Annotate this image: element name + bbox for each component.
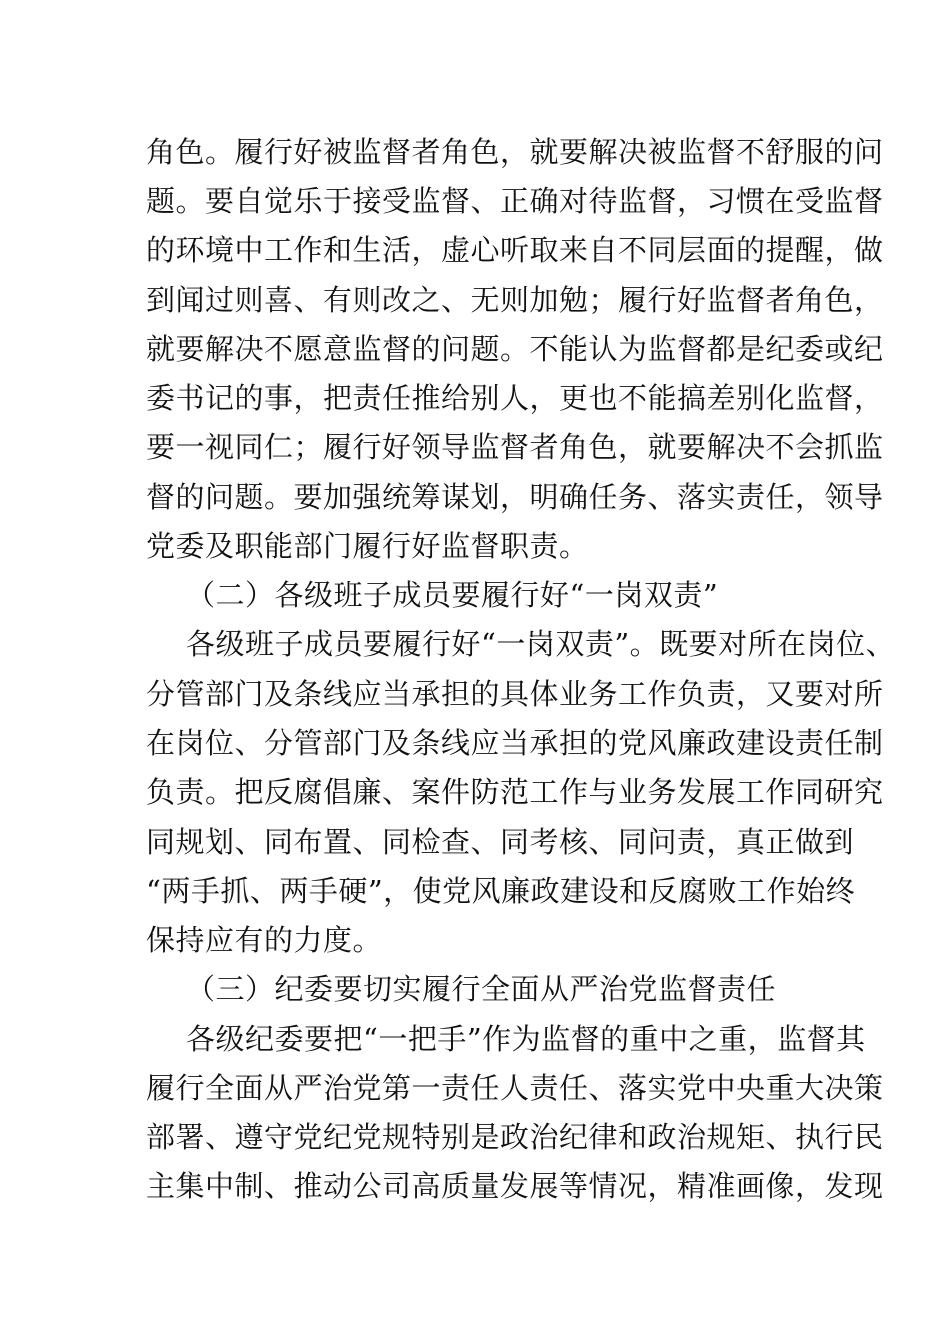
body-text-line: 就要解决不愿意监督的问题。不能认为监督都是纪委或纪 — [146, 332, 884, 366]
body-text-line: 主集中制、推动公司高质量发展等情况，精准画像，发现 — [146, 1169, 884, 1203]
body-text-line: 角色。履行好被监督者角色，就要解决被监督不舒服的问 — [146, 135, 884, 169]
body-text-line: 在岗位、分管部门及条线应当承担的党风廉政建设责任制 — [146, 726, 884, 760]
section-heading: （三）纪委要切实履行全面从严治党监督责任 — [186, 972, 777, 1006]
body-text-line: 同规划、同布置、同检查、同考核、同问责，真正做到 — [146, 825, 855, 859]
body-text-line: 部署、遵守党纪党规特别是政治纪律和政治规矩、执行民 — [146, 1120, 884, 1154]
body-text-line: 题。要自觉乐于接受监督、正确对待监督，习惯在受监督 — [146, 184, 884, 218]
body-text-line: 要一视同仁；履行好领导监督者角色，就要解决不会抓监 — [146, 430, 884, 464]
paragraph-first-line: 各级班子成员要履行好“一岗双责”。既要对所在岗位、 — [186, 627, 896, 661]
body-text-line: 保持应有的力度。 — [146, 923, 383, 957]
body-text-line: “两手抓、两手硬”，使党风廉政建设和反腐败工作始终 — [146, 874, 856, 908]
body-text-line: 的环境中工作和生活，虚心听取来自不同层面的提醒，做 — [146, 233, 884, 267]
body-text-line: 负责。把反腐倡廉、案件防范工作与业务发展工作同研究 — [146, 775, 884, 809]
body-text-line: 到闻过则喜、有则改之、无则加勉；履行好监督者角色， — [146, 283, 884, 317]
body-text-line: 履行全面从严治党第一责任人责任、落实党中央重大决策 — [146, 1071, 884, 1105]
body-text-line: 委书记的事，把责任推给别人，更也不能搞差别化监督， — [146, 381, 884, 415]
body-text-line: 督的问题。要加强统筹谋划，明确任务、落实责任，领导 — [146, 480, 884, 514]
paragraph-first-line: 各级纪委要把“一把手”作为监督的重中之重，监督其 — [186, 1022, 866, 1056]
body-text-line: 分管部门及条线应当承担的具体业务工作负责，又要对所 — [146, 677, 884, 711]
section-heading: （二）各级班子成员要履行好“一岗双责” — [186, 578, 719, 612]
body-text-line: 党委及职能部门履行好监督职责。 — [146, 529, 589, 563]
